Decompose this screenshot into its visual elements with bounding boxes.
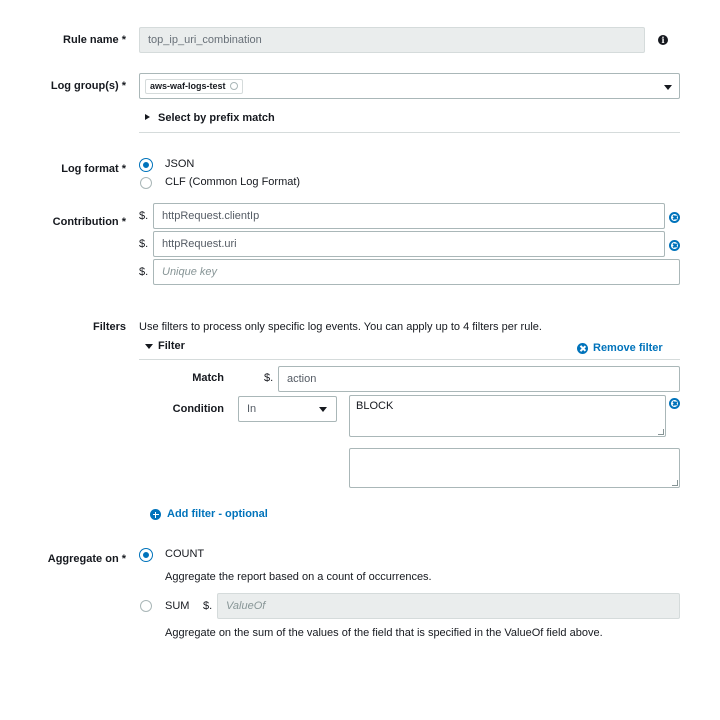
clf-option-label[interactable]: CLF (Common Log Format) (165, 176, 301, 188)
count-description: Aggregate the report based on a count of occurrences. (165, 571, 432, 583)
contribution-prefix: $. (139, 210, 149, 222)
chevron-down-icon[interactable] (664, 85, 672, 90)
contribution-prefix: $. (139, 238, 149, 250)
contribution-key-input[interactable]: httpRequest.clientIp (153, 203, 665, 229)
remove-key-icon[interactable] (669, 240, 680, 251)
contribution-key-input[interactable]: httpRequest.uri (153, 231, 665, 257)
sum-prefix: $. (203, 600, 213, 612)
rule-name-label: Rule name * (63, 34, 126, 46)
condition-value-text: BLOCK (356, 400, 394, 412)
contribution-label: Contribution * (52, 216, 126, 228)
log-groups-label: Log group(s) * (50, 80, 126, 92)
remove-key-icon[interactable] (669, 212, 680, 223)
resize-grip[interactable] (658, 429, 664, 435)
aggregate-label: Aggregate on * (47, 553, 126, 565)
caret-right-icon[interactable] (145, 114, 150, 120)
log-group-token[interactable] (145, 79, 243, 94)
resize-grip[interactable] (672, 480, 678, 486)
remove-filter-button[interactable]: Remove filter (593, 342, 663, 354)
count-radio[interactable] (140, 549, 152, 561)
sum-description: Aggregate on the sum of the values of the field that is specified in the ValueOf field above. (165, 627, 603, 639)
remove-value-icon[interactable] (669, 398, 680, 409)
filter-section-title[interactable]: Filter (158, 340, 185, 352)
condition-label: Condition (172, 403, 224, 415)
remove-token-icon[interactable] (230, 82, 238, 90)
match-label: Match (192, 372, 224, 384)
match-prefix: $. (264, 372, 274, 384)
clf-radio[interactable] (140, 177, 152, 189)
add-filter-button[interactable]: Add filter - optional (167, 508, 268, 520)
rule-name-input[interactable]: top_ip_uri_combination (139, 27, 645, 53)
divider (139, 359, 680, 360)
sum-option-label[interactable]: SUM (165, 600, 190, 612)
caret-down-icon[interactable] (145, 344, 153, 349)
filters-description: Use filters to process only specific log events. You can apply up to 4 filters per rule. (139, 321, 542, 333)
info-icon[interactable]: i (658, 35, 668, 45)
remove-filter-icon[interactable] (577, 343, 588, 354)
filters-label: Filters (92, 321, 126, 333)
condition-value-textarea[interactable] (349, 395, 666, 437)
sum-radio[interactable] (140, 600, 152, 612)
prefix-match-toggle[interactable]: Select by prefix match (158, 112, 275, 124)
condition-select-value: In (247, 403, 257, 415)
sum-valueof-input[interactable]: ValueOf (217, 593, 680, 619)
json-option-label[interactable]: JSON (165, 158, 195, 170)
new-key-input[interactable]: Unique key (153, 259, 680, 285)
match-input[interactable]: action (278, 366, 680, 392)
contribution-prefix: $. (139, 266, 149, 278)
log-group-token-label: aws-waf-logs-test (150, 81, 226, 91)
chevron-down-icon[interactable] (319, 407, 327, 412)
add-icon[interactable] (150, 509, 161, 520)
log-format-label: Log format * (61, 163, 126, 175)
count-option-label[interactable]: COUNT (165, 548, 205, 560)
condition-value-textarea[interactable] (349, 448, 680, 488)
divider (139, 132, 680, 133)
json-radio[interactable] (140, 159, 152, 171)
